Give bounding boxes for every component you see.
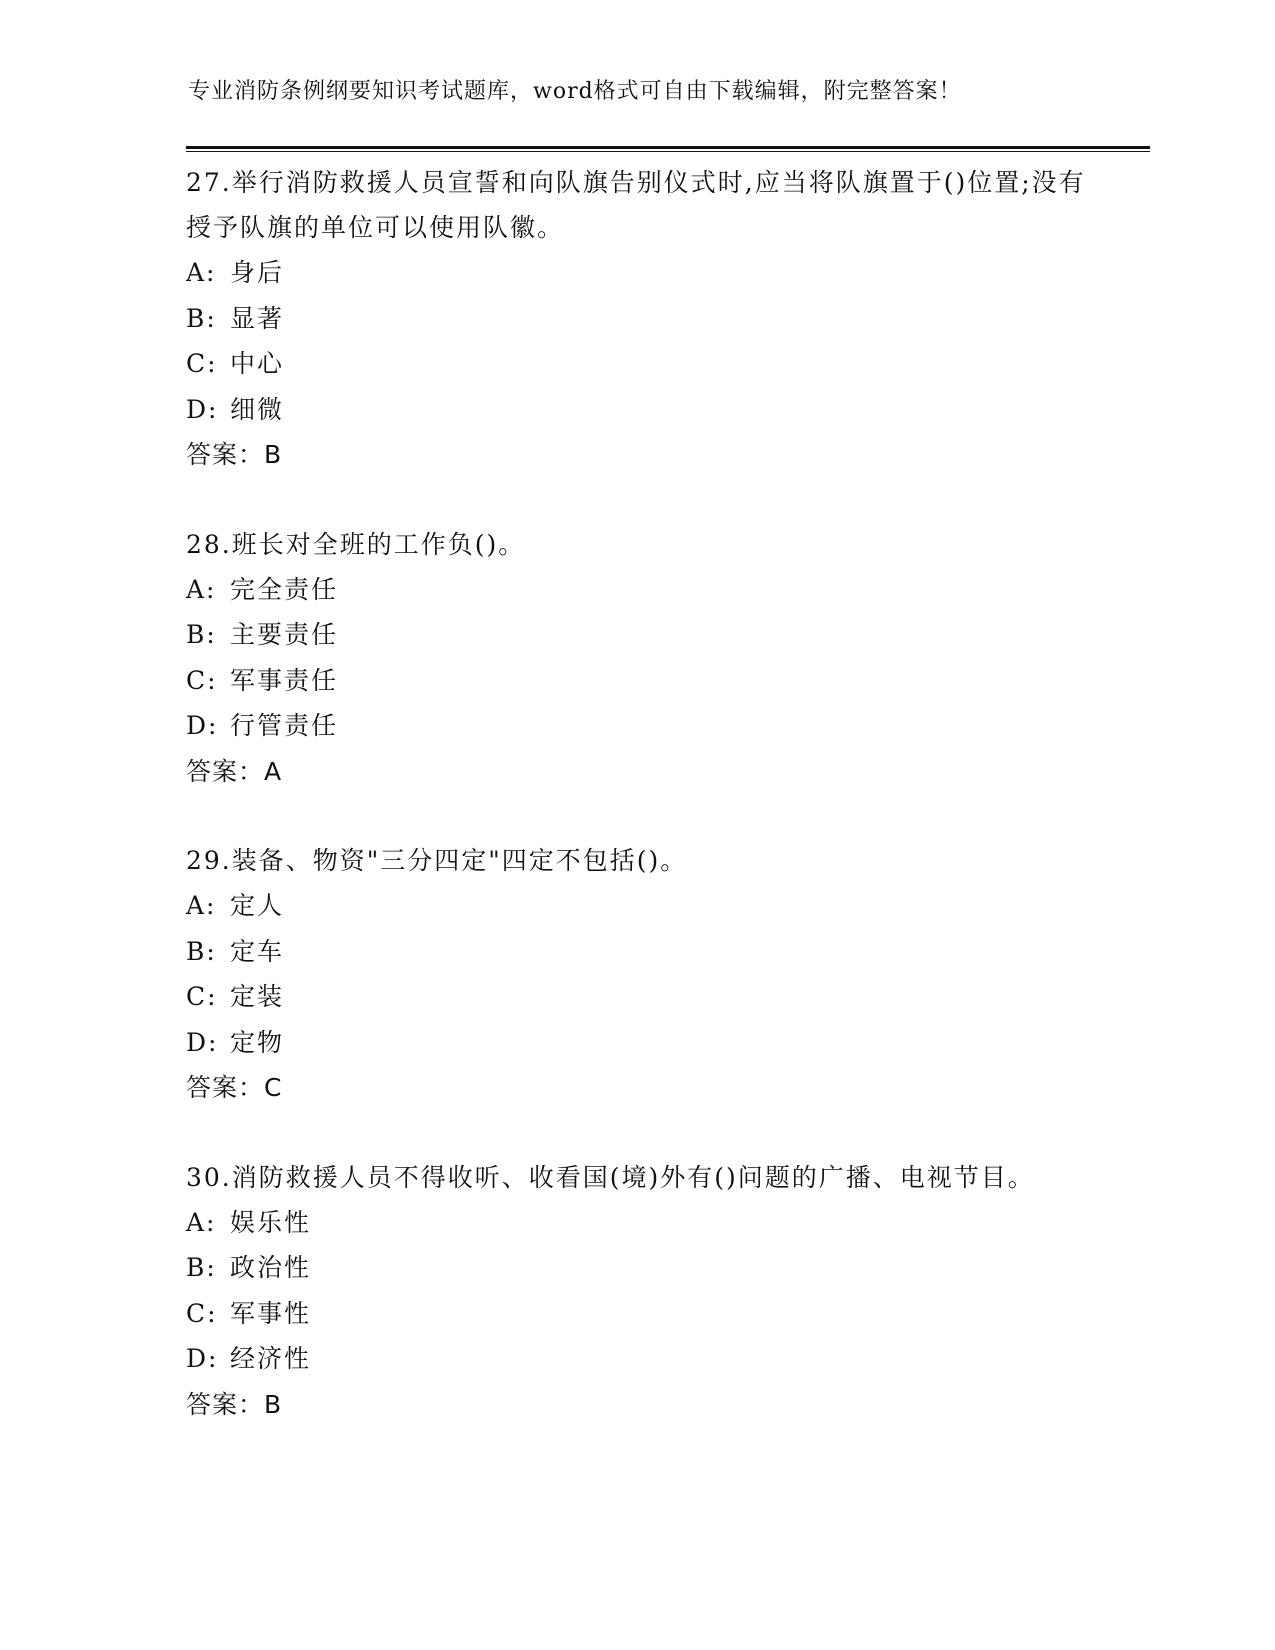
option-text: 定人 — [230, 891, 285, 920]
option-a — [186, 567, 1086, 613]
option-letter: A: — [186, 1207, 217, 1237]
answer-line: 答案：B — [186, 1389, 283, 1419]
option-text: 中心 — [230, 349, 285, 378]
option-letter: B: — [186, 620, 217, 649]
answer-line: 答案：C — [186, 1073, 283, 1102]
option-b — [186, 929, 1086, 975]
page-header: 专业消防条例纲要知识考试题库，word格式可自由下载编辑，附完整答案！ — [188, 79, 962, 104]
option-text: 经济性 — [230, 1344, 312, 1373]
option-b — [186, 1245, 1086, 1291]
question-stem: 29.装备、物资"三分四定"四定不包括()。 — [186, 846, 688, 875]
option-letter: D: — [186, 711, 219, 740]
option-b — [186, 612, 1086, 658]
option-letter: D: — [186, 1344, 219, 1373]
option-c — [186, 341, 1086, 387]
option-letter: B: — [186, 303, 217, 333]
option-letter: C: — [186, 349, 218, 378]
question-28 — [186, 522, 1086, 795]
option-b — [186, 296, 1086, 342]
question-stem: 27.举行消防救援人员宣誓和向队旗告别仪式时,应当将队旗置于()位置;没有授予队旗的单位可以使用队徽。 — [186, 168, 1086, 242]
option-d — [186, 1336, 1086, 1382]
question-27 — [186, 160, 1086, 478]
option-letter: C: — [186, 665, 218, 695]
option-letter: D: — [186, 1027, 219, 1057]
option-letter: A: — [186, 574, 217, 604]
question-list — [186, 160, 1086, 1471]
option-text: 行管责任 — [230, 711, 339, 740]
question-stem: 30.消防救援人员不得收听、收看国(境)外有()问题的广播、电视节目。 — [186, 1162, 1035, 1192]
option-c — [186, 658, 1086, 704]
option-text: 定物 — [230, 1027, 285, 1057]
option-text: 细微 — [230, 394, 285, 424]
option-letter: C: — [186, 1298, 218, 1328]
option-text: 娱乐性 — [230, 1207, 312, 1237]
option-letter: B: — [186, 936, 217, 966]
option-text: 定装 — [230, 982, 285, 1011]
option-text: 显著 — [230, 303, 285, 333]
option-a — [186, 250, 1086, 296]
option-c — [186, 974, 1086, 1020]
option-text: 完全责任 — [230, 574, 339, 604]
option-text: 定车 — [230, 936, 285, 966]
option-a — [186, 1200, 1086, 1246]
option-a — [186, 883, 1086, 929]
option-letter: D: — [186, 394, 219, 424]
question-stem: 28.班长对全班的工作负()。 — [186, 529, 526, 559]
option-d — [186, 387, 1086, 433]
answer-line: 答案：B — [186, 440, 283, 469]
answer-line: 答案：A — [186, 756, 283, 786]
question-30 — [186, 1155, 1086, 1428]
option-text: 主要责任 — [230, 620, 339, 649]
option-c — [186, 1291, 1086, 1337]
option-text: 军事性 — [230, 1298, 312, 1328]
header-rule-thin — [186, 151, 1150, 152]
option-text: 身后 — [230, 258, 285, 287]
option-d — [186, 703, 1086, 749]
question-29 — [186, 838, 1086, 1111]
option-text: 军事责任 — [230, 665, 339, 695]
option-letter: A: — [186, 891, 217, 920]
option-letter: C: — [186, 982, 218, 1011]
option-letter: B: — [186, 1253, 217, 1282]
option-letter: A: — [186, 258, 217, 287]
option-d — [186, 1020, 1086, 1066]
option-text: 政治性 — [230, 1253, 312, 1282]
header-rule-thick — [186, 146, 1150, 149]
